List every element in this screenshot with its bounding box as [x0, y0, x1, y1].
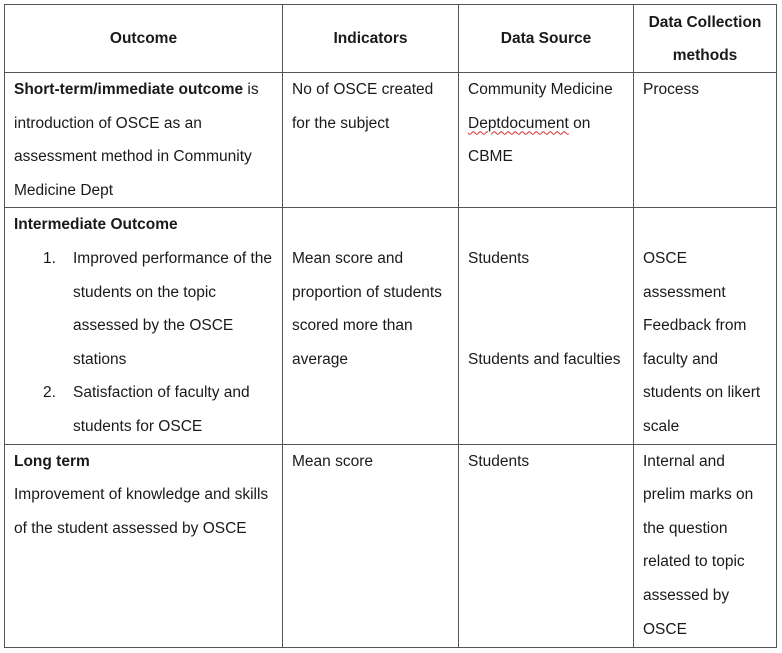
short-term-text: is introduction of OSCE as an assessment method in Community Medicine Dept: [14, 81, 259, 199]
cell-spacer: [468, 309, 625, 343]
header-collection-line1: Data Collection: [648, 13, 762, 31]
list-item-number: 1.: [43, 249, 56, 267]
outcome-indicator-table: [4, 4, 777, 648]
cell-spacer: [643, 208, 768, 242]
cell-source-intermediate: [459, 208, 634, 444]
short-term-title: Short-term/immediate outcome: [14, 81, 244, 98]
cell-outcome-long-term: [5, 444, 283, 647]
header-indicators: Indicators: [283, 5, 459, 73]
header-data-collection-methods: [634, 5, 777, 73]
cell-indicator-long-term: Mean score: [283, 444, 459, 647]
method-intermediate-text: OSCE assessment Feedback from faculty and students on likert scale: [643, 249, 761, 435]
list-item-text: Improved performance of the students on the topic assessed by the OSCE stations: [73, 249, 273, 368]
cell-spacer: [292, 208, 450, 242]
source-intermediate-1: Students: [468, 249, 530, 267]
header-outcome: Outcome: [5, 5, 283, 73]
long-term-title: Long term: [14, 452, 90, 470]
source-intermediate-2: Students and faculties: [468, 350, 621, 368]
indicator-intermediate-text: Mean score and proportion of students scored more than average: [292, 249, 442, 368]
source-short-misspelled: Deptdocument: [468, 114, 569, 132]
cell-spacer: [468, 276, 625, 310]
cell-method-long-term: Internal and prelim marks on the question related to topic assessed by OSCE: [634, 444, 777, 647]
source-short-part2: on CBME: [468, 114, 591, 166]
source-short-part1: Community Medicine: [468, 81, 613, 98]
cell-source-short-term: [459, 73, 634, 208]
header-row: [5, 5, 777, 73]
cell-outcome-short-term: [5, 73, 283, 208]
intermediate-title: Intermediate Outcome: [14, 216, 178, 234]
cell-indicator-intermediate: [283, 208, 459, 444]
cell-spacer: [468, 208, 625, 242]
list-item: [14, 242, 274, 376]
long-term-text: Improvement of knowledge and skills of the student assessed by OSCE: [14, 486, 269, 537]
cell-source-long-term: Students: [459, 444, 634, 647]
intermediate-list: [14, 242, 274, 444]
header-data-source: Data Source: [459, 5, 634, 73]
cell-method-intermediate: [634, 208, 777, 444]
list-item-number: 2.: [43, 384, 56, 402]
list-item: [14, 376, 274, 443]
header-collection-line2: methods: [672, 46, 738, 64]
table-row-long-term: [5, 444, 777, 647]
cell-method-short-term: Process: [634, 73, 777, 208]
cell-outcome-intermediate: [5, 208, 283, 444]
list-item-text: Satisfaction of faculty and students for OSCE: [73, 384, 250, 435]
cell-indicator-short-term: No of OSCE created for the subject: [283, 73, 459, 208]
table-row-intermediate: [5, 208, 777, 444]
table-row-short-term: [5, 73, 777, 208]
